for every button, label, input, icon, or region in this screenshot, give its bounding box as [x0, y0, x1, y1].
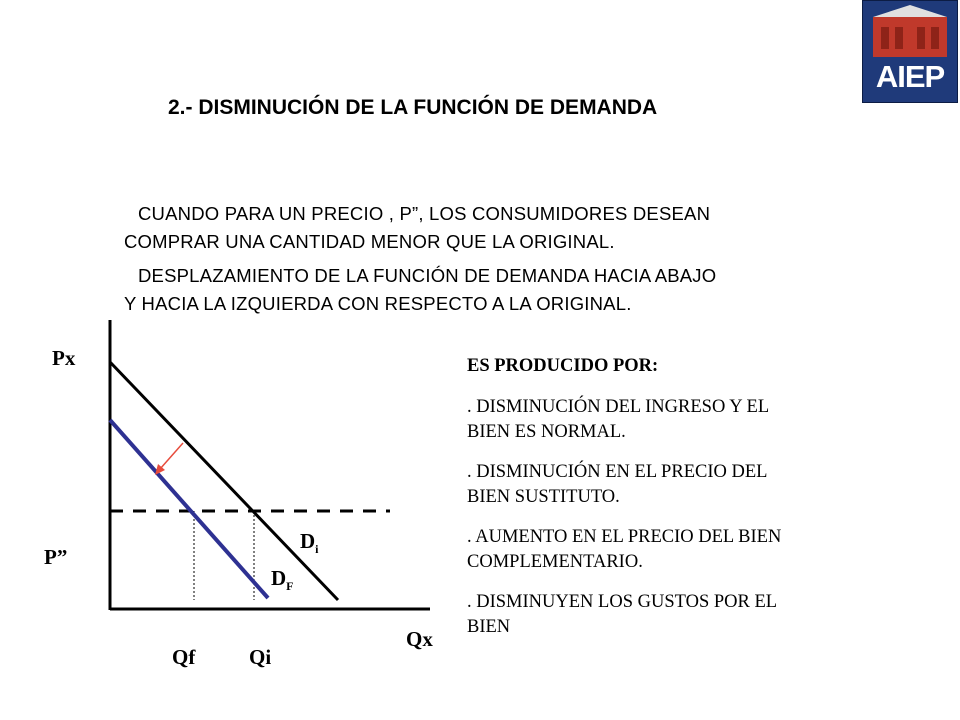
paragraph-1-line-1: CUANDO PARA UN PRECIO , P”, LOS CONSUMIDORES DESEAN — [138, 203, 711, 224]
demand-initial-sub: i — [315, 542, 319, 557]
cause-item-line: COMPLEMENTARIO. — [467, 552, 643, 572]
cause-item — [467, 460, 907, 510]
cause-item-line: BIEN ES NORMAL. — [467, 422, 626, 442]
paragraph-2-line-1: DESPLAZAMIENTO DE LA FUNCIÓN DE DEMANDA HACIA ABAJO — [138, 265, 717, 286]
cause-item-line: . DISMINUCIÓN EN EL PRECIO DEL — [467, 462, 768, 482]
cause-item-line: . DISMINUCIÓN DEL INGRESO Y EL — [467, 397, 770, 417]
logo-text: AIEP — [875, 59, 945, 94]
cause-item-line: BIEN SUSTITUTO. — [467, 487, 620, 507]
cause-item — [467, 395, 907, 445]
causes-list — [467, 356, 907, 655]
cause-item-line: . AUMENTO EN EL PRECIO DEL BIEN — [467, 527, 782, 547]
demand-curve-final — [110, 420, 268, 598]
paragraph-1-line-2: COMPRAR UNA CANTIDAD MENOR QUE LA ORIGINAL. — [124, 231, 615, 252]
y-axis-label: Px — [52, 346, 76, 370]
qf-label: Qf — [172, 645, 196, 669]
cause-item-line: BIEN — [467, 617, 511, 637]
cause-item — [467, 525, 907, 575]
causes-heading: ES PRODUCIDO POR: — [467, 356, 659, 376]
shift-arrow — [155, 443, 183, 475]
x-axis-label: Qx — [406, 627, 433, 651]
demand-final-label — [271, 566, 294, 594]
qi-label: Qi — [249, 645, 272, 669]
slide-title: 2.- DISMINUCIÓN DE LA FUNCIÓN DE DEMANDA — [168, 96, 658, 119]
demand-final-main: D — [271, 566, 287, 590]
paragraph-2-line-2: Y HACIA LA IZQUIERDA CON RESPECTO A LA ORIGINAL. — [124, 293, 632, 314]
cause-item — [467, 590, 907, 640]
price-label: P” — [44, 545, 68, 569]
demand-final-sub: F — [286, 579, 294, 594]
demand-curve-initial — [110, 362, 338, 600]
cause-item-line: . DISMINUYEN LOS GUSTOS POR EL — [467, 592, 778, 612]
demand-initial-main: D — [300, 529, 316, 553]
demand-initial-label — [300, 529, 319, 557]
